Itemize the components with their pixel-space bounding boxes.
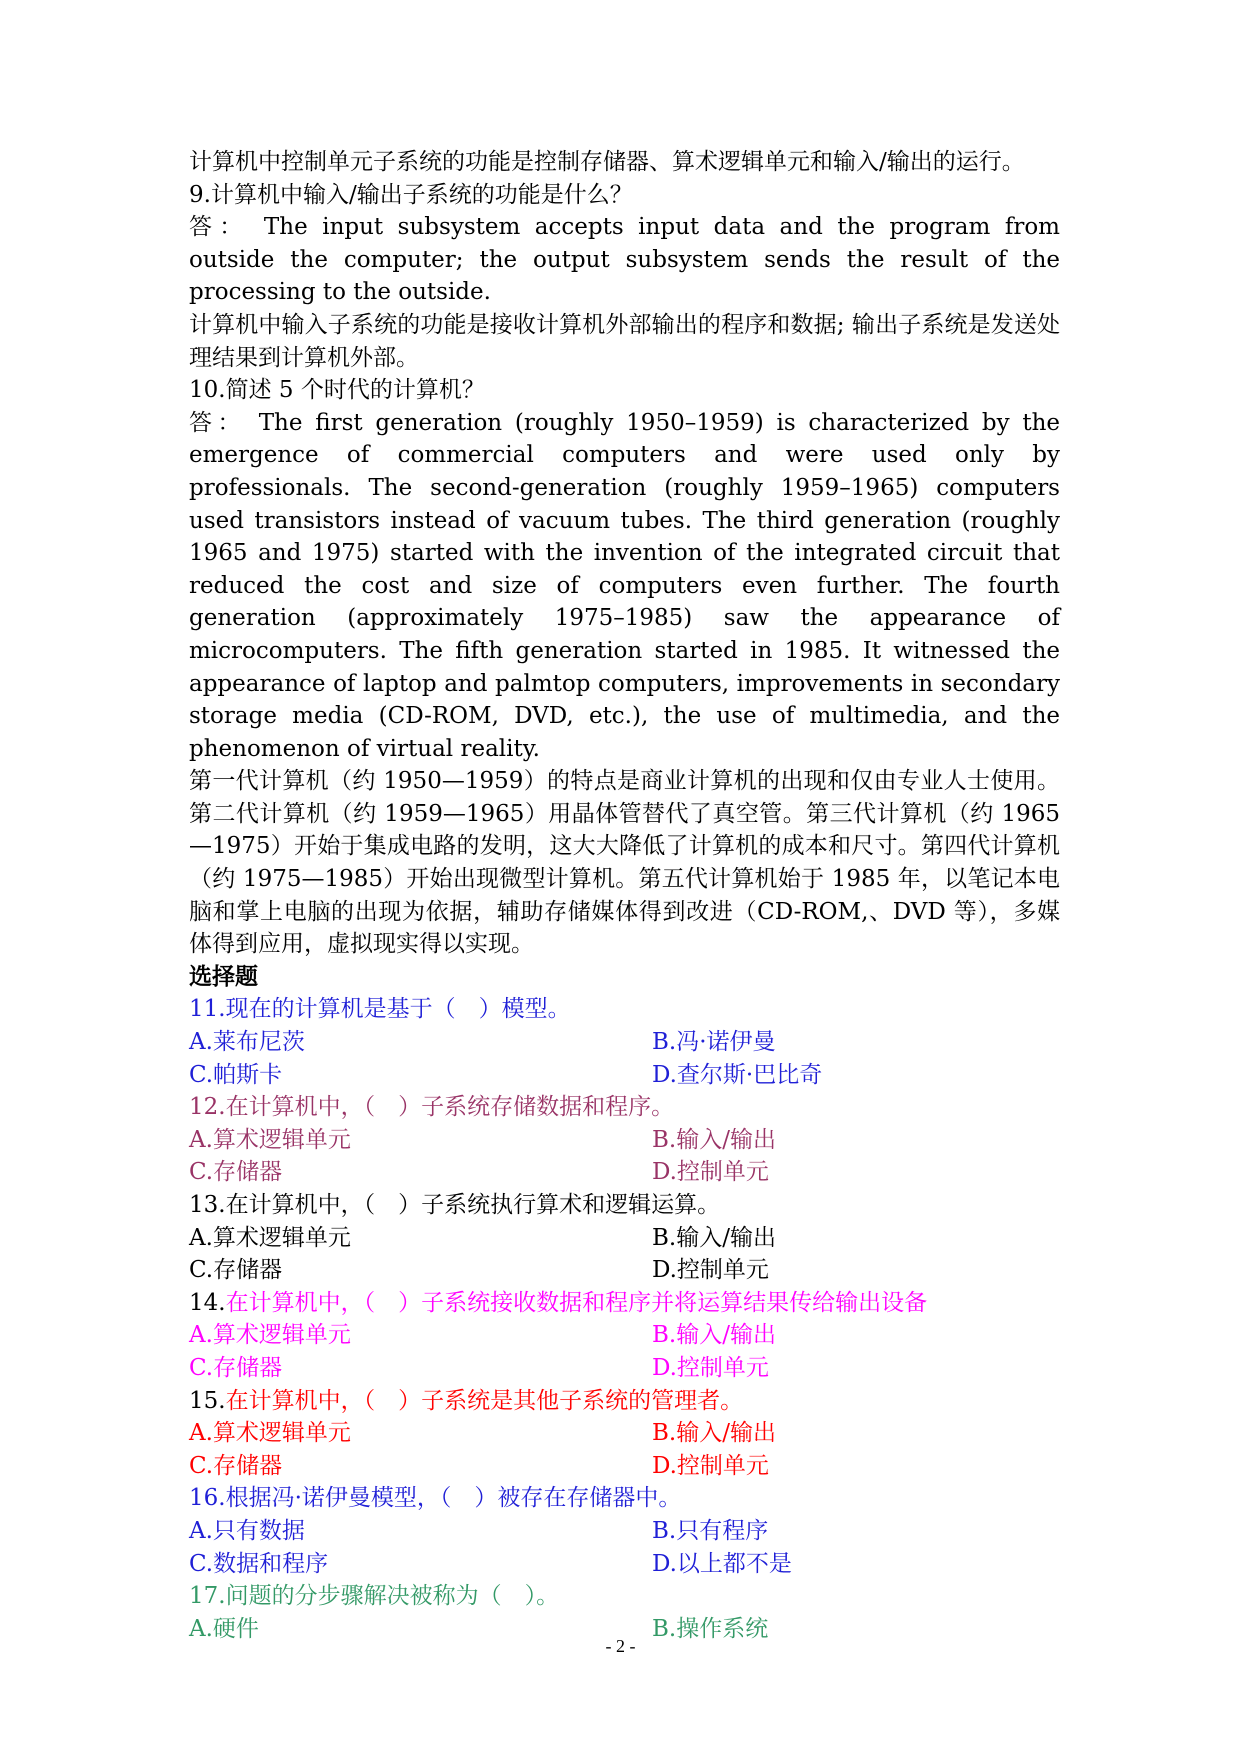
option-c: C.存储器 — [189, 1159, 283, 1186]
option-a: A.莱布尼茨 — [189, 1029, 305, 1056]
section-heading: 选择题 — [189, 962, 258, 990]
options-row — [189, 1319, 1060, 1352]
question-stem: 在计算机中，（ ）子系统是其他子系统的管理者。 — [225, 1387, 744, 1414]
page-number: - 2 - — [605, 1636, 636, 1656]
option-b: B.输入/输出 — [652, 1322, 776, 1349]
options-row — [189, 1417, 1060, 1450]
option-a: A.算术逻辑单元 — [189, 1420, 351, 1447]
option-b: B.输入/输出 — [652, 1420, 776, 1447]
option-a: A.硬件 — [189, 1615, 259, 1642]
options-row — [189, 1548, 1060, 1581]
control-unit-answer-cn: 计算机中控制单元子系统的功能是控制存储器、算术逻辑单元和输入/输出的运行。 — [189, 149, 1025, 175]
option-c: C.存储器 — [189, 1452, 283, 1479]
options-row — [189, 1254, 1060, 1287]
question-11: 11.现在的计算机是基于（ ）模型。 — [189, 996, 571, 1023]
question-14 — [189, 1287, 1060, 1320]
option-d: D.查尔斯·巴比奇 — [652, 1061, 823, 1088]
options-row — [189, 1515, 1060, 1548]
option-d: D.以上都不是 — [652, 1550, 792, 1577]
question-12: 12.在计算机中，（ ）子系统存储数据和程序。 — [189, 1094, 675, 1121]
answer-9-cn: 计算机中输入子系统的功能是接收计算机外部输出的程序和数据; 输出子系统是发送处理结果到计算机外部。 — [189, 311, 1060, 371]
question-17: 17.问题的分步骤解决被称为（ ）。 — [189, 1583, 560, 1610]
option-a: A.算术逻辑单元 — [189, 1126, 351, 1153]
question-15 — [189, 1385, 1060, 1418]
option-d: D.控制单元 — [652, 1354, 769, 1381]
question-stem: 在计算机中，（ ）子系统接收数据和程序并将运算结果传给输出设备 — [225, 1289, 928, 1316]
option-c: C.数据和程序 — [189, 1550, 329, 1577]
option-a: A.只有数据 — [189, 1517, 305, 1544]
option-b: B.只有程序 — [652, 1517, 769, 1544]
option-a: A.算术逻辑单元 — [189, 1224, 351, 1251]
answer-10-en: 答： The first generation (roughly 1950–1959) is characterized by the emergence of commercial computers and were used only by professionals. The second-generation (roughly 1959–1965) computers used transistors instead of vacuum tubes. The third generation (roughly 1965 and 1975) started with the invention of the integrated circuit that reduced the cost and size of computers even further. The fourth generation (approximately 1975–1985) saw the appearance of microcomputers. The fifth generation started in 1985. It witnessed the appearance of laptop and palmtop computers, improvements in secondary storage media (CD-ROM, DVD, etc.), the use of multimedia, and the phenomenon of virtual reality. — [189, 409, 1060, 762]
options-row — [189, 1059, 1060, 1092]
option-b: B.操作系统 — [652, 1615, 769, 1642]
options-row — [189, 1026, 1060, 1059]
question-number: 15. — [189, 1387, 226, 1414]
option-d: D.控制单元 — [652, 1257, 769, 1284]
option-d: D.控制单元 — [652, 1452, 769, 1479]
option-c: C.存储器 — [189, 1354, 283, 1381]
options-row — [189, 1352, 1060, 1385]
question-16: 16.根据冯·诺伊曼模型，（ ）被存在存储器中。 — [189, 1485, 682, 1512]
options-row — [189, 1450, 1060, 1483]
options-row — [189, 1222, 1060, 1255]
option-a: A.算术逻辑单元 — [189, 1322, 351, 1349]
option-d: D.控制单元 — [652, 1159, 769, 1186]
option-b: B.冯·诺伊曼 — [652, 1029, 776, 1056]
question-9: 9.计算机中输入/输出子系统的功能是什么？ — [189, 181, 633, 208]
question-number: 14. — [189, 1289, 226, 1316]
answer-10-cn: 第一代计算机（约 1950—1959）的特点是商业计算机的出现和仅由专业人士使用。第二代计算机（约 1959—1965）用晶体管替代了真空管。第三代计算机（约 1965—1975）开始于集成电路的发明，这大大降低了计算机的成本和尺寸。第四代计算机（约 1975—1985）开始出现微型计算机。第五代计算机始于 1985 年，以笔记本电脑和掌上电脑的出现为依据，辅助存储媒体得到改进（CD-ROM,、DVD 等），多媒体得到应用，虚拟现实得以实现。 — [189, 768, 1060, 958]
option-c: C.存储器 — [189, 1257, 283, 1284]
option-c: C.帕斯卡 — [189, 1061, 283, 1088]
document-page — [189, 146, 1060, 1645]
option-b: B.输入/输出 — [652, 1126, 776, 1153]
question-10: 10.简述 5 个时代的计算机？ — [189, 377, 485, 404]
answer-9-en: 答： The input subsystem accepts input data and the program from outside the computer; the output subsystem sends the result of the processing to the outside. — [189, 214, 1060, 306]
options-row — [189, 1124, 1060, 1157]
option-b: B.输入/输出 — [652, 1224, 776, 1251]
options-row — [189, 1156, 1060, 1189]
question-13: 13.在计算机中，（ ）子系统执行算术和逻辑运算。 — [189, 1192, 721, 1218]
